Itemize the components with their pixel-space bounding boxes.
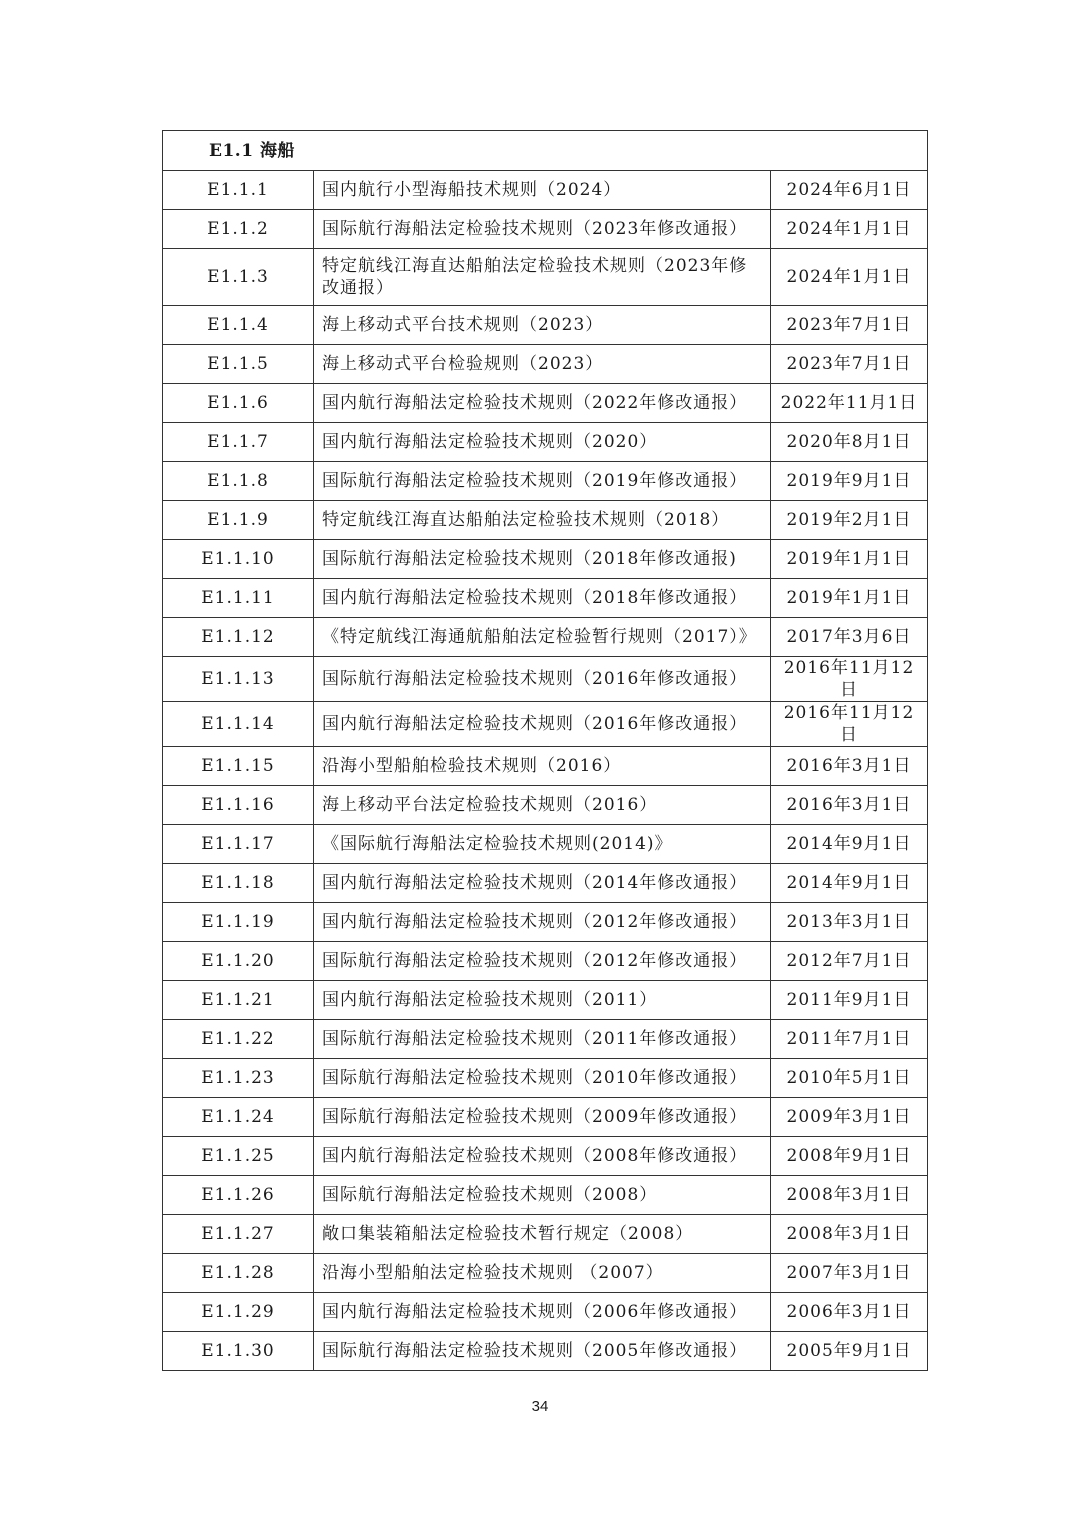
rule-code: E1.1.24: [163, 1098, 314, 1137]
rule-title: 国际航行海船法定检验技术规则（2009年修改通报）: [314, 1098, 771, 1137]
regulations-table-body: [163, 131, 928, 1371]
rule-code: E1.1.29: [163, 1293, 314, 1332]
effective-date: 2005年9月1日: [771, 1332, 928, 1371]
table-row: [163, 249, 928, 306]
rule-title: 国内航行海船法定检验技术规则（2022年修改通报）: [314, 384, 771, 423]
rule-code: E1.1.26: [163, 1176, 314, 1215]
table-row: [163, 702, 928, 747]
table-row: [163, 942, 928, 981]
effective-date: 2014年9月1日: [771, 825, 928, 864]
rule-code: E1.1.21: [163, 981, 314, 1020]
rule-code: E1.1.18: [163, 864, 314, 903]
table-row: [163, 1020, 928, 1059]
rule-code: E1.1.27: [163, 1215, 314, 1254]
rule-code: E1.1.7: [163, 423, 314, 462]
rule-title: 国际航行海船法定检验技术规则（2012年修改通报）: [314, 942, 771, 981]
effective-date: 2011年7月1日: [771, 1020, 928, 1059]
rule-title: 国内航行海船法定检验技术规则（2008年修改通报）: [314, 1137, 771, 1176]
table-row: [163, 1098, 928, 1137]
table-row: [163, 540, 928, 579]
effective-date: 2017年3月6日: [771, 618, 928, 657]
effective-date: 2011年9月1日: [771, 981, 928, 1020]
rule-code: E1.1.9: [163, 501, 314, 540]
effective-date: 2019年2月1日: [771, 501, 928, 540]
rule-title: 国际航行海船法定检验技术规则（2018年修改通报): [314, 540, 771, 579]
rule-title: 国际航行海船法定检验技术规则（2016年修改通报）: [314, 657, 771, 702]
rule-code: E1.1.30: [163, 1332, 314, 1371]
rule-code: E1.1.17: [163, 825, 314, 864]
table-row: [163, 423, 928, 462]
table-row: [163, 657, 928, 702]
rule-title: 国内航行海船法定检验技术规则（2011）: [314, 981, 771, 1020]
effective-date: 2016年3月1日: [771, 747, 928, 786]
effective-date: 2008年3月1日: [771, 1215, 928, 1254]
rule-code: E1.1.3: [163, 249, 314, 306]
rule-title: 特定航线江海直达船舶法定检验技术规则（2023年修改通报）: [314, 249, 771, 306]
effective-date: 2009年3月1日: [771, 1098, 928, 1137]
effective-date: 2006年3月1日: [771, 1293, 928, 1332]
rule-code: E1.1.4: [163, 306, 314, 345]
rule-code: E1.1.12: [163, 618, 314, 657]
effective-date: 2008年9月1日: [771, 1137, 928, 1176]
rule-title: 国际航行海船法定检验技术规则（2008）: [314, 1176, 771, 1215]
rule-title: 沿海小型船舶检验技术规则（2016）: [314, 747, 771, 786]
effective-date: 2007年3月1日: [771, 1254, 928, 1293]
rule-title: 海上移动平台法定检验技术规则（2016）: [314, 786, 771, 825]
rule-title: 国际航行海船法定检验技术规则（2005年修改通报）: [314, 1332, 771, 1371]
section-title: E1.1 海船: [163, 131, 928, 171]
table-row: [163, 171, 928, 210]
table-row: [163, 345, 928, 384]
rule-title: 海上移动式平台检验规则（2023）: [314, 345, 771, 384]
table-row: [163, 747, 928, 786]
effective-date: 2013年3月1日: [771, 903, 928, 942]
table-row: [163, 864, 928, 903]
table-row: [163, 1215, 928, 1254]
rule-code: E1.1.2: [163, 210, 314, 249]
rule-code: E1.1.22: [163, 1020, 314, 1059]
effective-date: 2024年6月1日: [771, 171, 928, 210]
rule-code: E1.1.13: [163, 657, 314, 702]
rule-code: E1.1.28: [163, 1254, 314, 1293]
table-row: [163, 1332, 928, 1371]
rule-title: 国内航行海船法定检验技术规则（2020）: [314, 423, 771, 462]
effective-date: 2008年3月1日: [771, 1176, 928, 1215]
page-number: 34: [531, 1398, 549, 1415]
rule-code: E1.1.14: [163, 702, 314, 747]
effective-date: 2019年1月1日: [771, 579, 928, 618]
rule-code: E1.1.6: [163, 384, 314, 423]
table-row: [163, 1059, 928, 1098]
table-row: [163, 1254, 928, 1293]
table-row: [163, 825, 928, 864]
rule-title: 国内航行海船法定检验技术规则（2006年修改通报）: [314, 1293, 771, 1332]
effective-date: 2014年9月1日: [771, 864, 928, 903]
effective-date: 2022年11月1日: [771, 384, 928, 423]
rule-code: E1.1.19: [163, 903, 314, 942]
effective-date: 2023年7月1日: [771, 306, 928, 345]
rule-title: 国际航行海船法定检验技术规则（2019年修改通报）: [314, 462, 771, 501]
table-row: [163, 1176, 928, 1215]
rule-code: E1.1.1: [163, 171, 314, 210]
table-row: [163, 1293, 928, 1332]
effective-date: 2016年3月1日: [771, 786, 928, 825]
effective-date: 2016年11月12日: [771, 702, 928, 747]
rule-code: E1.1.20: [163, 942, 314, 981]
rule-title: 敞口集装箱船法定检验技术暂行规定（2008）: [314, 1215, 771, 1254]
table-row: [163, 579, 928, 618]
rule-title: 国际航行海船法定检验技术规则（2010年修改通报）: [314, 1059, 771, 1098]
rule-code: E1.1.15: [163, 747, 314, 786]
rule-title: 《国际航行海船法定检验技术规则(2014)》: [314, 825, 771, 864]
rule-title: 海上移动式平台技术规则（2023）: [314, 306, 771, 345]
table-row: [163, 501, 928, 540]
effective-date: 2020年8月1日: [771, 423, 928, 462]
table-row: [163, 462, 928, 501]
table-row: [163, 384, 928, 423]
rule-code: E1.1.25: [163, 1137, 314, 1176]
effective-date: 2019年9月1日: [771, 462, 928, 501]
effective-date: 2024年1月1日: [771, 210, 928, 249]
rule-title: 国内航行海船法定检验技术规则（2016年修改通报）: [314, 702, 771, 747]
table-row: [163, 618, 928, 657]
rule-title: 国内航行海船法定检验技术规则（2014年修改通报）: [314, 864, 771, 903]
rule-title: 特定航线江海直达船舶法定检验技术规则（2018）: [314, 501, 771, 540]
rule-code: E1.1.16: [163, 786, 314, 825]
effective-date: 2016年11月12日: [771, 657, 928, 702]
table-row: [163, 210, 928, 249]
rule-code: E1.1.11: [163, 579, 314, 618]
rule-title: 《特定航线江海通航船舶法定检验暂行规则（2017）》: [314, 618, 771, 657]
rule-title: 国际航行海船法定检验技术规则（2023年修改通报）: [314, 210, 771, 249]
effective-date: 2023年7月1日: [771, 345, 928, 384]
regulations-table: [162, 130, 928, 1371]
table-row: [163, 1137, 928, 1176]
table-row: [163, 981, 928, 1020]
rule-title: 沿海小型船舶法定检验技术规则 （2007）: [314, 1254, 771, 1293]
table-row: [163, 786, 928, 825]
section-header-row: [163, 131, 928, 171]
rule-title: 国内航行海船法定检验技术规则（2012年修改通报）: [314, 903, 771, 942]
rule-title: 国际航行海船法定检验技术规则（2011年修改通报）: [314, 1020, 771, 1059]
effective-date: 2019年1月1日: [771, 540, 928, 579]
rule-code: E1.1.10: [163, 540, 314, 579]
rule-title: 国内航行小型海船技术规则（2024）: [314, 171, 771, 210]
table-row: [163, 903, 928, 942]
effective-date: 2012年7月1日: [771, 942, 928, 981]
effective-date: 2024年1月1日: [771, 249, 928, 306]
rule-code: E1.1.5: [163, 345, 314, 384]
table-row: [163, 306, 928, 345]
effective-date: 2010年5月1日: [771, 1059, 928, 1098]
rule-code: E1.1.23: [163, 1059, 314, 1098]
rule-code: E1.1.8: [163, 462, 314, 501]
rule-title: 国内航行海船法定检验技术规则（2018年修改通报）: [314, 579, 771, 618]
